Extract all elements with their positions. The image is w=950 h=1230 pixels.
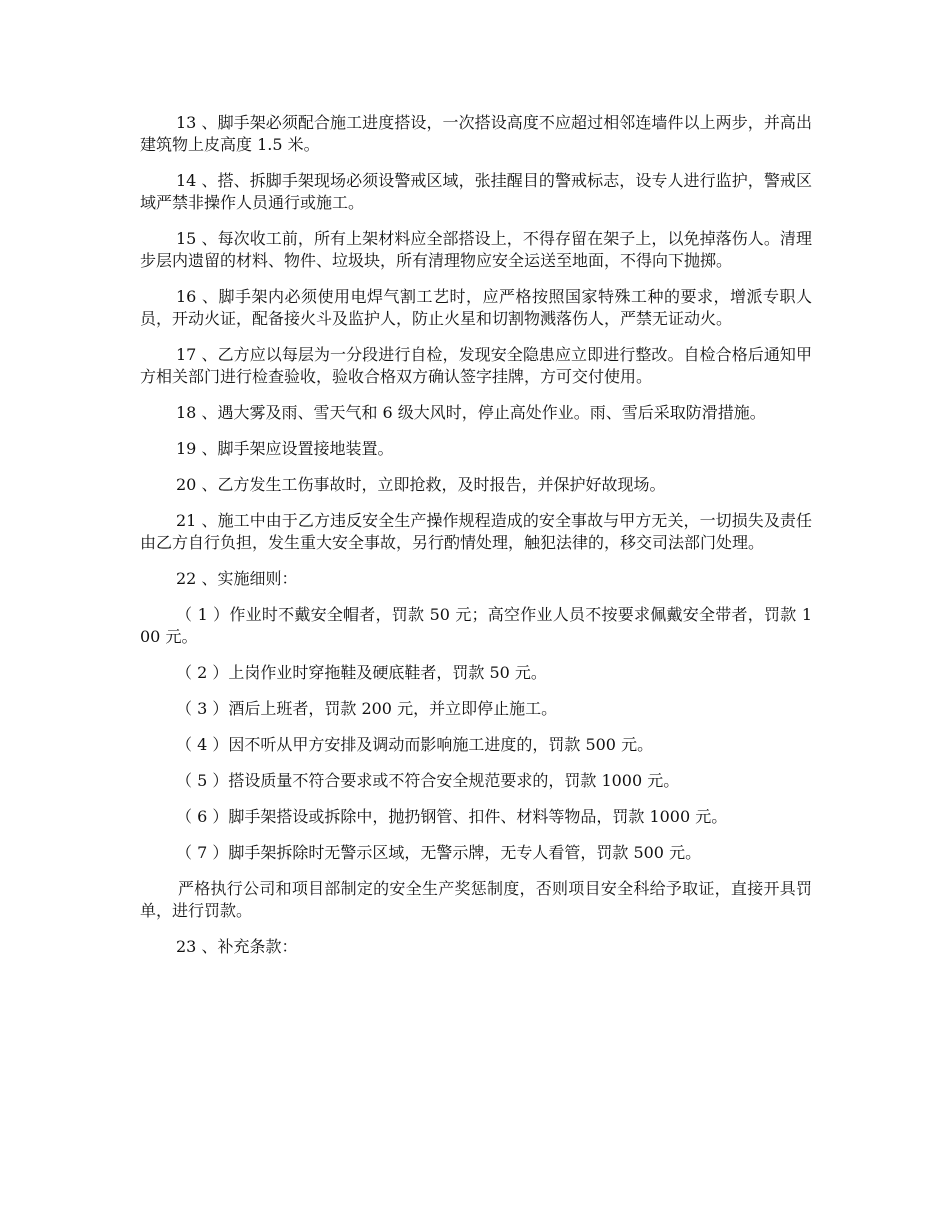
clause-15: 15 、每次收工前，所有上架材料应全部搭设上，不得存留在架子上，以免掉落伤人。清理步层内遗留的材料、物件、垃圾块，所有清理物应安全运送至地面，不得向下抛掷。 (140, 229, 812, 270)
clause-20: 20 、乙方发生工伤事故时，立即抢救，及时报告，并保护好故现场。 (176, 475, 666, 494)
rule-item-7: （ 7 ）脚手架拆除时无警示区域，无警示牌，无专人看管，罚款 500 元。 (176, 843, 702, 862)
clause-19: 19 、脚手架应设置接地装置。 (176, 439, 394, 458)
rule-item-3: （ 3 ）酒后上班者，罚款 200 元，并立即停止施工。 (176, 699, 558, 718)
rule-item-6: （ 6 ）脚手架搭设或拆除中，抛扔钢管、扣件、材料等物品，罚款 1000 元。 (176, 807, 728, 826)
document-body (140, 112, 812, 972)
clause-16: 16 、脚手架内必须使用电焊气割工艺时，应严格按照国家特殊工种的要求，增派专职人员，开动火证，配备接火斗及监护人，防止火星和切割物溅落伤人，严禁无证动火。 (140, 287, 812, 328)
rule-item-2: （ 2 ）上岗作业时穿拖鞋及硬底鞋者，罚款 50 元。 (176, 663, 547, 682)
rule-item-1: （ 1 ）作业时不戴安全帽者，罚款 50 元；高空作业人员不按要求佩戴安全带者，罚款 100 元。 (140, 605, 812, 646)
rule-item-5: （ 5 ）搭设质量不符合要求或不符合安全规范要求的，罚款 1000 元。 (176, 771, 680, 790)
clause-22-heading: 22 、实施细则： (176, 569, 298, 588)
penalty-policy-note: 严格执行公司和项目部制定的安全生产奖惩制度，否则项目安全科给予取证，直接开具罚单，进行罚款。 (140, 879, 812, 920)
clause-13: 13 、脚手架必须配合施工进度搭设，一次搭设高度不应超过相邻连墙件以上两步，并高出建筑物上皮高度 1.5 米。 (140, 113, 812, 154)
rule-item-4: （ 4 ）因不听从甲方安排及调动而影响施工进度的，罚款 500 元。 (176, 735, 654, 754)
clause-23-heading: 23 、补充条款： (176, 937, 298, 956)
clause-21: 21 、施工中由于乙方违反安全生产操作规程造成的安全事故与甲方无关，一切损失及责任由乙方自行负担，发生重大安全事故，另行酌情处理，触犯法律的，移交司法部门处理。 (140, 511, 812, 552)
clause-18: 18 、遇大雾及雨、雪天气和 6 级大风时，停止高处作业。雨、雪后采取防滑措施。 (176, 403, 766, 422)
clause-14: 14 、搭、拆脚手架现场必须设警戒区域，张挂醒目的警戒标志，设专人进行监护，警戒区域严禁非操作人员通行或施工。 (140, 171, 812, 212)
clause-17: 17 、乙方应以每层为一分段进行自检，发现安全隐患应立即进行整改。自检合格后通知甲方相关部门进行检查验收，验收合格双方确认签字挂牌，方可交付使用。 (140, 345, 812, 386)
